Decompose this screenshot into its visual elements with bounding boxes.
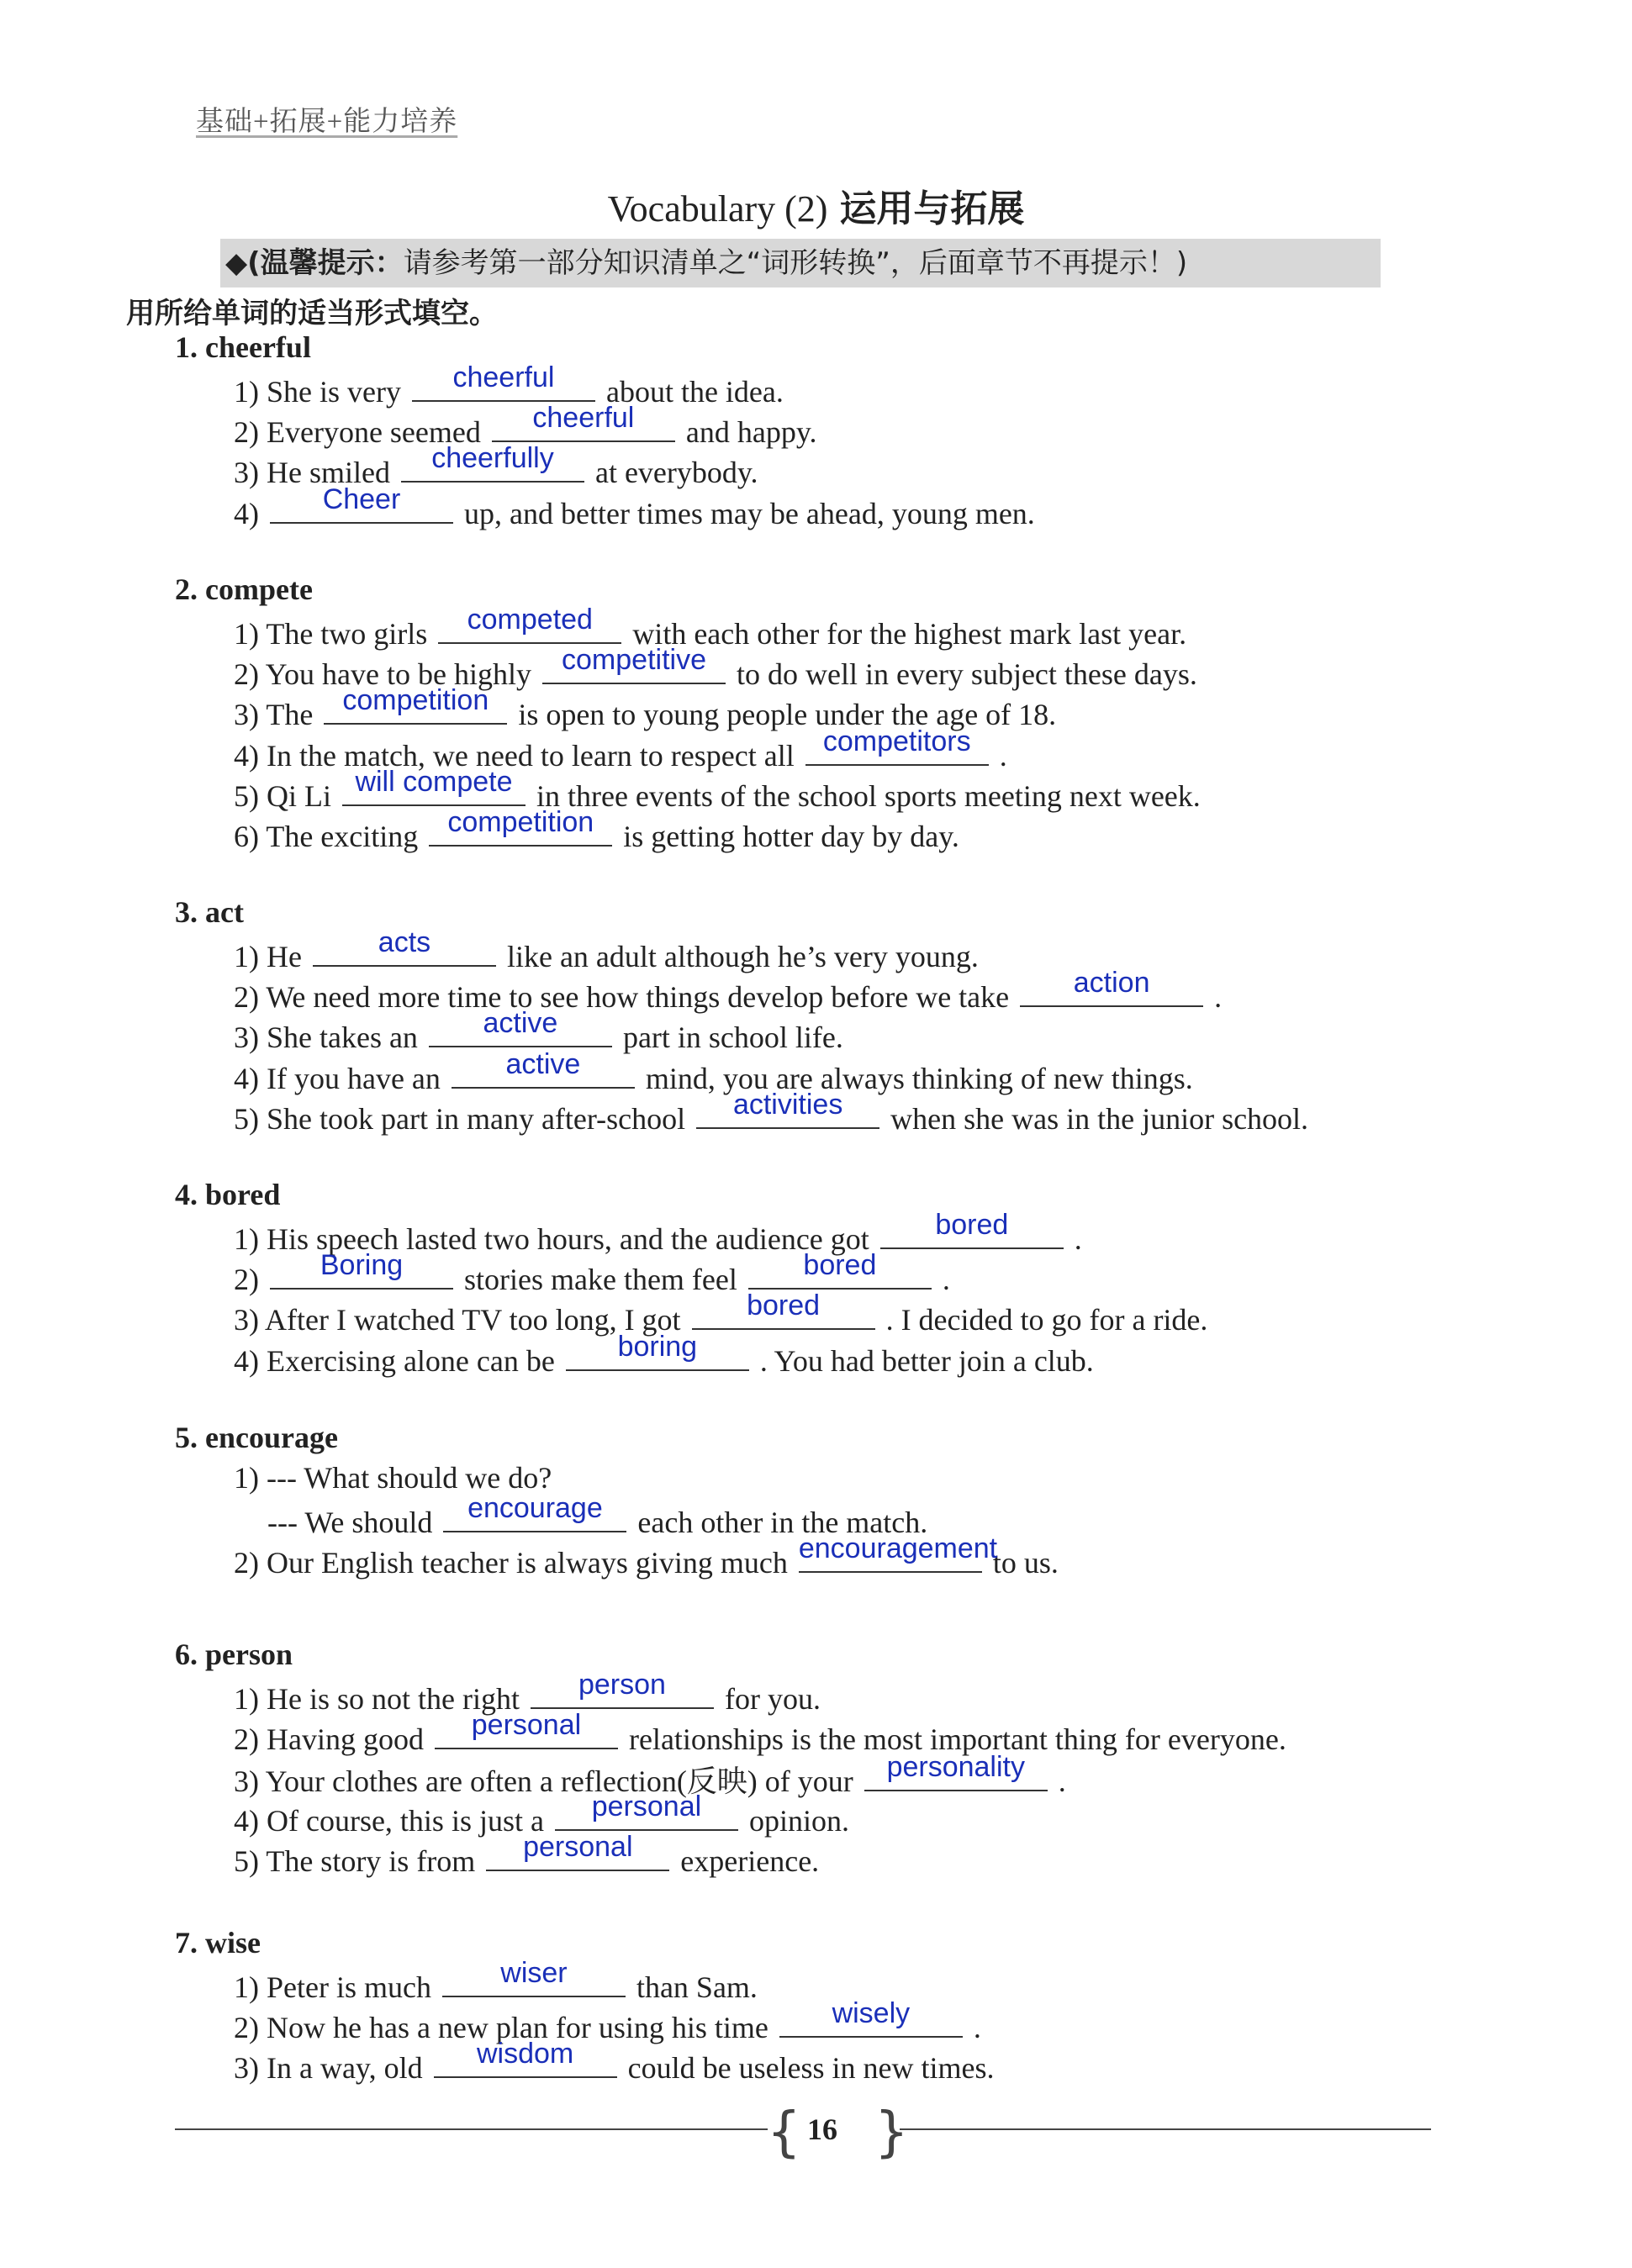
sentence-text: is getting hotter day by day. <box>623 820 959 853</box>
answer-blank[interactable] <box>798 1532 998 1573</box>
answer-text: active <box>505 1047 581 1080</box>
sentence-text: 1) He is so not the right <box>234 1682 520 1716</box>
sentence-text: when she was in the junior school. <box>890 1101 1309 1136</box>
answer-blank[interactable] <box>566 1330 749 1371</box>
question-heading: 2. compete <box>175 572 313 606</box>
sentence-text: relationships is the most important thing for everyone. <box>628 1722 1286 1757</box>
sentence-text: and happy. <box>685 415 817 450</box>
answer-text: competitors <box>822 725 971 757</box>
answer-blank[interactable] <box>442 1957 626 1997</box>
sentence-text: 6) The exciting <box>234 820 419 853</box>
sentence-text: 1) She is very <box>234 375 401 409</box>
sentence-text: to do well in every subject these days. <box>737 657 1197 692</box>
footer-rule-right <box>900 2128 1431 2130</box>
answer-text: personal <box>523 1830 633 1863</box>
question-heading: 3. act <box>175 895 244 929</box>
sentence-text: up, and better times may be ahead, young men. <box>464 496 1035 530</box>
answer-text: acts <box>378 926 431 958</box>
sentence-text: 2) We need more time to see how things develop before we take <box>234 980 1010 1015</box>
answer-text: wiser <box>500 1957 568 1989</box>
title-en: Vocabulary (2) <box>607 188 828 229</box>
footer-rule-left <box>175 2128 768 2130</box>
sentence-text: 1) The two girls <box>234 617 428 651</box>
sentence-text: 2) You have to be highly <box>234 657 531 692</box>
sentence-text: 2) Now he has a new plan for using his time <box>234 2011 768 2045</box>
question-line <box>234 765 1201 814</box>
sentence-text: 2) <box>234 1263 259 1297</box>
sentence-text: 5) Qi Li <box>234 778 331 813</box>
answer-text: Cheer <box>322 483 401 515</box>
sentence-text: 2) Everyone seemed <box>234 415 481 450</box>
sentence-text: 4) If you have an <box>234 1061 441 1095</box>
question-line <box>234 1532 1059 1580</box>
answer-blank[interactable] <box>443 1492 626 1532</box>
answer-blank[interactable] <box>429 1007 612 1047</box>
sentence-text: like an adult although he’s very young. <box>506 940 979 973</box>
sentence-text: . <box>973 2011 981 2045</box>
answer-blank[interactable] <box>412 361 595 402</box>
answer-text: active <box>483 1007 558 1040</box>
sentence-text: 2) Having good <box>234 1722 424 1757</box>
sentence-text: 3) The <box>234 698 314 732</box>
answer-text: bored <box>747 1290 821 1322</box>
sentence-text: mind, you are always thinking of new things. <box>645 1061 1193 1095</box>
sentence-text: 3) After I watched TV too long, I got <box>234 1303 681 1337</box>
sentence-text: --- We should <box>267 1506 433 1540</box>
question-line <box>234 2038 995 2086</box>
question-line <box>234 1088 1309 1137</box>
answer-text: competition <box>342 684 489 717</box>
answer-blank[interactable] <box>492 402 675 442</box>
sentence-text: each other in the match. <box>637 1506 928 1540</box>
question-line <box>234 967 1223 1015</box>
sentence-text: 5) The story is from <box>234 1843 476 1878</box>
answer-text: competed <box>467 604 593 636</box>
sentence-text: in three events of the school sports meeting next week. <box>536 778 1201 813</box>
answer-text: boring <box>617 1330 698 1363</box>
answer-text: bored <box>935 1209 1009 1241</box>
answer-blank[interactable] <box>270 483 453 524</box>
answer-blank[interactable] <box>435 1709 618 1749</box>
answer-blank[interactable] <box>452 1047 635 1089</box>
header-note: 基础+拓展+能力培养 <box>196 107 458 137</box>
answer-blank[interactable] <box>555 1790 738 1831</box>
answer-blank[interactable] <box>486 1830 669 1871</box>
title-cn: 运用与拓展 <box>839 187 1025 230</box>
sentence-text: . <box>1214 980 1223 1015</box>
answer-blank[interactable] <box>531 1669 714 1709</box>
sentence-text: could be useless in new times. <box>627 2051 995 2086</box>
answer-blank[interactable] <box>313 926 496 967</box>
answer-blank[interactable] <box>438 604 621 644</box>
answer-blank[interactable] <box>696 1088 879 1129</box>
answer-text: will compete <box>355 765 513 798</box>
answer-text: personal <box>591 1790 702 1822</box>
tip-banner <box>220 239 1381 287</box>
answer-blank[interactable] <box>692 1290 875 1330</box>
answer-blank[interactable] <box>880 1209 1064 1249</box>
answer-text: encourage <box>467 1492 603 1525</box>
question-line <box>234 1957 758 2005</box>
sentence-text: . <box>942 1263 950 1297</box>
answer-text: wisdom <box>476 2038 574 2070</box>
answer-text: competition <box>447 806 594 838</box>
answer-text: cheerful <box>532 402 635 435</box>
page-title <box>0 178 1632 232</box>
answer-text: competitive <box>562 644 706 677</box>
question-heading: 6. person <box>175 1638 293 1671</box>
question-heading: 7. wise <box>175 1926 261 1959</box>
question-heading: 4. bored <box>175 1178 281 1211</box>
sentence-text: . <box>1074 1222 1082 1256</box>
answer-blank[interactable] <box>401 442 584 483</box>
sentence-text: about the idea. <box>605 375 784 409</box>
sentence-text: part in school life. <box>622 1021 843 1055</box>
sentence-text: 5) She took part in many after-school <box>234 1101 686 1136</box>
sentence-text: . I decided to go for a ride. <box>885 1303 1208 1337</box>
sentence-text: 1) --- What should we do? <box>234 1461 552 1495</box>
answer-blank[interactable] <box>434 2038 617 2078</box>
sentence-text: 3) Your clothes are often a reflection(反映) of your <box>234 1764 853 1799</box>
answer-blank[interactable] <box>342 765 526 806</box>
answer-text: person <box>578 1669 666 1701</box>
answer-blank[interactable] <box>324 684 507 725</box>
sentence-text: . <box>999 738 1007 773</box>
instruction: 用所给单词的适当形式填空。 <box>126 297 498 330</box>
sentence-text: at everybody. <box>594 456 758 490</box>
sentence-text: 4) Exercising alone can be <box>234 1343 555 1378</box>
sentence-text: 1) Peter is much <box>234 1970 431 2004</box>
answer-blank[interactable] <box>270 1249 453 1290</box>
answer-text: action <box>1073 967 1150 1000</box>
sentence-text: for you. <box>724 1682 821 1716</box>
question-line <box>234 483 1035 531</box>
answer-text: encouragement <box>798 1532 998 1565</box>
sentence-text: 4) In the match, we need to learn to respect all <box>234 738 795 773</box>
answer-blank[interactable] <box>429 806 612 847</box>
question-line <box>234 1460 552 1495</box>
tip-label: ◆(温馨提示： <box>225 246 404 280</box>
sentence-text: . You had better join a club. <box>759 1343 1094 1378</box>
sentence-text: opinion. <box>748 1803 849 1838</box>
sentence-text: 4) Of course, this is just a <box>234 1803 544 1838</box>
sentence-text: stories make them feel <box>464 1263 737 1297</box>
question-line <box>234 1830 820 1879</box>
sentence-text: . <box>1058 1764 1066 1799</box>
answer-blank[interactable] <box>864 1751 1048 1791</box>
sentence-text: 3) In a way, old <box>234 2051 423 2086</box>
answer-text: wisely <box>832 1997 911 2030</box>
answer-text: activities <box>732 1088 843 1121</box>
question-heading: 5. encourage <box>175 1421 338 1454</box>
question-line <box>234 926 979 974</box>
answer-text: cheerful <box>452 361 555 393</box>
answer-blank[interactable] <box>1020 967 1203 1007</box>
answer-blank[interactable] <box>542 644 726 684</box>
answer-text: personal <box>471 1709 582 1742</box>
sentence-text: than Sam. <box>636 1970 758 2004</box>
question-heading: 1. cheerful <box>175 330 311 364</box>
sentence-text: is open to young people under the age of 18. <box>518 698 1057 732</box>
answer-text: bored <box>803 1249 877 1282</box>
answer-blank[interactable] <box>805 725 989 766</box>
answer-text: cheerfully <box>431 442 554 475</box>
footer-bracket-left: { <box>767 2102 801 2164</box>
page-number: 16 <box>807 2112 837 2146</box>
question-line <box>234 1709 1286 1757</box>
sentence-text: 1) He <box>234 940 302 973</box>
answer-blank[interactable] <box>779 1997 963 2038</box>
answer-text: Boring <box>320 1249 404 1282</box>
sentence-text: to us. <box>992 1546 1059 1580</box>
sentence-text: with each other for the highest mark last year. <box>632 617 1187 651</box>
question-line <box>234 1330 1094 1379</box>
question-line <box>234 806 959 854</box>
sentence-text: 1) His speech lasted two hours, and the audience got <box>234 1222 869 1256</box>
sentence-text: experience. <box>680 1843 820 1878</box>
answer-blank[interactable] <box>748 1249 932 1290</box>
sentence-text: 2) Our English teacher is always giving much <box>234 1546 788 1580</box>
tip-text: 请参考第一部分知识清单之“词形转换”，后面章节不再提示！) <box>403 246 1188 280</box>
sentence-text: 4) <box>234 496 259 530</box>
sentence-text: 3) He smiled <box>234 456 390 490</box>
answer-text: personality <box>886 1751 1025 1784</box>
footer-bracket-right: } <box>874 2102 909 2164</box>
sentence-text: 3) She takes an <box>234 1021 418 1055</box>
